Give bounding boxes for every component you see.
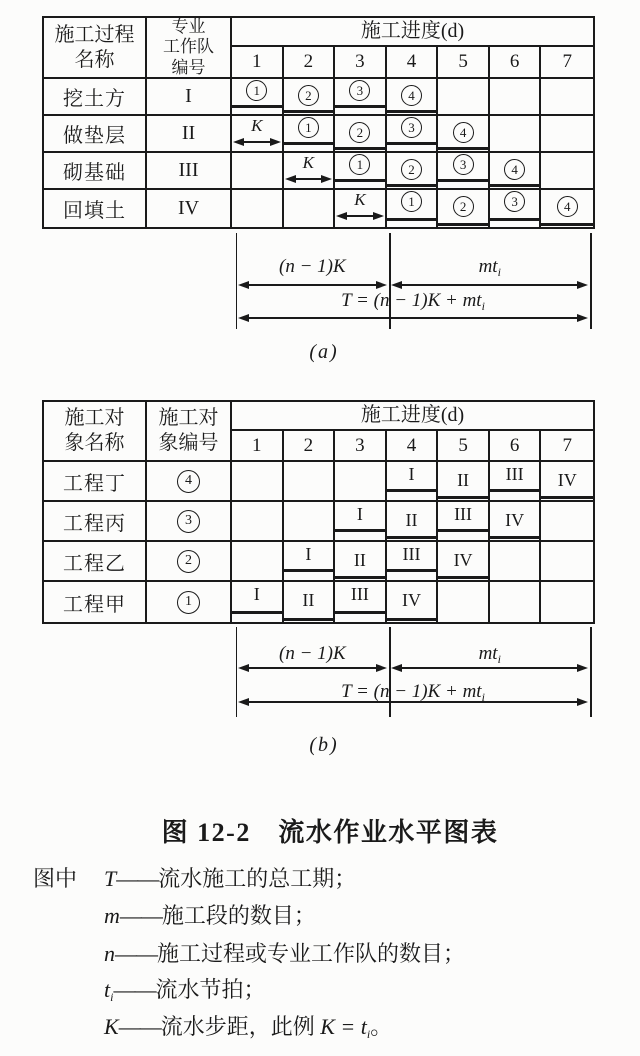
segment-label: III	[454, 504, 473, 524]
row-name-cell: 工程丙	[44, 502, 147, 542]
row-name-cell: 工程丁	[44, 462, 147, 502]
arrow-line	[296, 178, 322, 180]
day-cell	[541, 542, 593, 582]
day-cell	[541, 582, 593, 622]
header-line: 施工对	[158, 407, 219, 429]
circled-number: 3	[453, 154, 474, 175]
day-cell	[232, 79, 284, 116]
row-unit-cell	[147, 462, 232, 502]
row-name-cell: 工程乙	[44, 542, 147, 582]
day-cell	[541, 79, 593, 116]
segment-label	[335, 154, 385, 175]
segment-label: IV	[505, 510, 525, 530]
arrowhead-right	[577, 281, 588, 289]
segment-bar	[333, 529, 387, 532]
legend-description: 施工过程或专业工作队的数目；	[157, 941, 466, 966]
k-step-label: K	[251, 116, 263, 135]
segment-bar	[385, 569, 439, 572]
day-cell	[335, 190, 387, 227]
row-name-cell: 回填土	[44, 190, 147, 227]
circled-number: 2	[298, 85, 319, 106]
day-header-cell: 3	[335, 431, 387, 462]
segment-bar	[230, 611, 284, 614]
segment-label	[335, 122, 385, 143]
day-cell	[541, 116, 593, 153]
corner-header-text	[55, 23, 135, 73]
corner-header-text	[65, 406, 125, 456]
segment-label	[541, 196, 593, 217]
segment-bar	[385, 536, 439, 539]
header-line: 象编号	[158, 432, 219, 454]
dim-arrow-right-span	[391, 280, 588, 289]
segment-label	[232, 80, 282, 101]
day-cell	[490, 190, 542, 227]
segment-label: II	[353, 550, 366, 570]
header-line: 专业	[171, 17, 206, 37]
segment-label: I	[305, 544, 312, 564]
math-subscript: i	[497, 265, 501, 279]
day-cell	[490, 79, 542, 116]
arrow-line	[402, 284, 577, 286]
legend-description: 施工段的数目；	[161, 903, 316, 928]
circled-number: 3	[401, 117, 422, 138]
arrowhead-right	[577, 664, 588, 672]
segment-label: II	[405, 510, 418, 530]
header-line: 编号	[171, 57, 206, 77]
day-cell	[387, 502, 439, 542]
day-cell	[490, 153, 542, 190]
math-text: T = (n − 1)K + mt	[341, 681, 482, 702]
day-cell	[541, 462, 593, 502]
legend-dash: ——	[113, 977, 156, 1002]
circled-number: 4	[557, 196, 578, 217]
k-step-label: K	[354, 190, 366, 209]
math-text: T = (n − 1)K + mt	[341, 290, 482, 311]
segment-bar	[385, 110, 439, 113]
circled-number: 1	[246, 80, 267, 101]
day-cell	[438, 190, 490, 227]
day-cell	[232, 153, 284, 190]
segment-label: IV	[401, 590, 421, 610]
extension-line-right	[590, 627, 592, 717]
day-cell	[284, 153, 336, 190]
arrowhead-left	[336, 212, 347, 220]
segment-label	[387, 159, 437, 180]
arrowhead-left	[238, 664, 249, 672]
segment-bar	[282, 569, 336, 572]
row-name-cell: 工程甲	[44, 582, 147, 622]
segment-bar	[385, 618, 439, 621]
schedule-table	[42, 16, 595, 229]
math-subscript: i	[481, 299, 485, 313]
dim-label-left	[279, 257, 346, 278]
row-name-cell: 做垫层	[44, 116, 147, 153]
segment-label: I	[408, 464, 415, 484]
arrowhead-right	[270, 138, 281, 146]
k-step-arrow	[336, 211, 384, 220]
circled-number: 4	[453, 122, 474, 143]
day-header-cell: 1	[232, 47, 284, 79]
k-step-arrow	[285, 174, 333, 183]
day-cell	[387, 462, 439, 502]
day-header-cell: 7	[541, 431, 593, 462]
progress-header: 施工进度(d)	[232, 18, 593, 47]
day-header-cell: 6	[490, 47, 542, 79]
day-cell	[438, 153, 490, 190]
math-text: K = t	[320, 1014, 367, 1039]
schedule-table	[42, 400, 595, 624]
day-cell	[387, 153, 439, 190]
circled-number: 4	[504, 159, 525, 180]
legend-variable	[104, 866, 116, 891]
row-unit-cell	[147, 542, 232, 582]
dim-label-right	[479, 257, 501, 279]
row-unit-cell: IV	[147, 190, 232, 227]
segment-bar	[488, 184, 542, 187]
math-text: mt	[478, 256, 498, 277]
legend-formula	[320, 1014, 370, 1039]
legend-formula-end: 。	[370, 1014, 393, 1039]
day-cell	[438, 116, 490, 153]
day-cell	[335, 542, 387, 582]
segment-bar	[230, 105, 284, 108]
row-unit-cell: I	[147, 79, 232, 116]
segment-label	[284, 85, 334, 106]
header-line: 名称	[74, 48, 115, 71]
math-text: T	[104, 866, 117, 891]
day-header-cell: 5	[438, 431, 490, 462]
arrowhead-left	[391, 664, 402, 672]
arrowhead-left	[238, 698, 249, 706]
segment-bar	[333, 611, 387, 614]
day-cell	[232, 462, 284, 502]
math-text: t	[104, 977, 111, 1002]
day-cell	[541, 153, 593, 190]
segment-label	[387, 85, 437, 106]
extension-line-right	[590, 233, 592, 329]
math-text: n	[104, 941, 115, 966]
arrowhead-right	[577, 698, 588, 706]
legend-lead: 图中	[33, 866, 78, 891]
dim-label-left	[279, 644, 346, 665]
segment-bar	[436, 576, 490, 579]
arrowhead-left	[238, 314, 249, 322]
k-step-arrow	[233, 137, 281, 146]
k-step-label: K	[302, 153, 315, 172]
day-cell	[284, 462, 336, 502]
segment-label: III	[350, 584, 369, 604]
circled-number: 2	[453, 196, 474, 217]
day-cell	[541, 502, 593, 542]
row-unit-cell: III	[147, 153, 232, 190]
circled-number: 1	[298, 117, 319, 138]
header-line: 施工对	[64, 407, 125, 429]
legend-variable	[104, 941, 115, 966]
circled-number: 3	[349, 80, 370, 101]
circled-number: 1	[177, 591, 200, 614]
math-text: K	[104, 1014, 119, 1039]
legend-dash: ——	[116, 866, 159, 891]
segment-label: IV	[453, 550, 473, 570]
day-cell	[232, 116, 284, 153]
segment-bar	[282, 142, 336, 145]
arrowhead-left	[285, 175, 296, 183]
legend-variable	[104, 903, 120, 928]
figure-caption: 图 12-2 流水作业水平图表	[161, 818, 499, 847]
day-cell	[387, 582, 439, 622]
chart-caption: (a)	[309, 341, 339, 363]
day-cell	[387, 542, 439, 582]
corner-header	[44, 18, 147, 79]
legend-description: 流水节拍；	[155, 977, 266, 1002]
segment-bar	[488, 536, 542, 539]
circled-number: 4	[177, 470, 200, 493]
dim-arrow-left-span	[238, 280, 387, 289]
arrow-line	[249, 317, 578, 319]
day-cell	[490, 462, 542, 502]
segment-label: III	[402, 544, 421, 564]
header-line: 象名称	[64, 432, 125, 454]
day-cell	[335, 153, 387, 190]
row-unit-cell	[147, 502, 232, 542]
day-cell	[232, 502, 284, 542]
segment-bar	[436, 147, 490, 150]
legend-item-n	[104, 941, 465, 967]
arrowhead-right	[577, 314, 588, 322]
day-header-cell: 4	[387, 47, 439, 79]
day-cell	[438, 79, 490, 116]
legend-dash: ——	[118, 1014, 161, 1039]
day-cell	[438, 542, 490, 582]
arrowhead-right	[373, 212, 384, 220]
day-cell	[438, 582, 490, 622]
legend-description: 流水施工的总工期；	[158, 866, 357, 891]
unit-header-text	[159, 406, 219, 456]
circled-number: 3	[177, 510, 200, 533]
day-cell	[387, 79, 439, 116]
segment-bar	[282, 110, 336, 113]
row-name-cell: 砌基础	[44, 153, 147, 190]
segment-bar	[488, 218, 542, 221]
legend-dash: ——	[119, 903, 162, 928]
dim-arrow-total-span	[238, 313, 589, 322]
math-subscript: i	[481, 690, 485, 704]
math-subscript: i	[497, 652, 501, 666]
segment-label	[490, 159, 540, 180]
segment-label: II	[302, 590, 315, 610]
day-cell	[490, 116, 542, 153]
arrow-line	[347, 215, 373, 217]
day-cell	[335, 582, 387, 622]
segment-bar	[488, 489, 542, 492]
segment-bar	[436, 223, 490, 226]
segment-bar	[385, 184, 439, 187]
segment-label	[284, 117, 334, 138]
arrowhead-left	[233, 138, 244, 146]
segment-bar	[436, 529, 490, 532]
segment-label	[335, 80, 385, 101]
segment-bar	[436, 179, 490, 182]
segment-label: II	[457, 470, 470, 490]
arrowhead-left	[238, 281, 249, 289]
math-text: (n − 1)K	[279, 643, 346, 664]
dim-label-right	[479, 644, 501, 666]
segment-label	[438, 154, 488, 175]
segment-label	[438, 196, 488, 217]
segment-bar	[385, 142, 439, 145]
day-cell	[284, 542, 336, 582]
day-cell	[335, 116, 387, 153]
legend-description: 流水步距，此例	[160, 1014, 321, 1039]
circled-number: 2	[401, 159, 422, 180]
day-cell	[232, 542, 284, 582]
segment-label	[387, 117, 437, 138]
segment-bar	[385, 218, 439, 221]
segment-bar	[436, 496, 490, 499]
segment-bar	[333, 105, 387, 108]
row-unit-cell	[147, 582, 232, 622]
day-header-cell: 1	[232, 431, 284, 462]
legend-item-t	[104, 977, 265, 1004]
arrow-line	[249, 284, 376, 286]
arrowhead-right	[376, 664, 387, 672]
arrowhead-right	[321, 175, 332, 183]
day-cell	[490, 582, 542, 622]
circled-number: 3	[504, 191, 525, 212]
day-header-cell: 6	[490, 431, 542, 462]
day-cell	[284, 116, 336, 153]
corner-header	[44, 402, 147, 462]
circled-number: 1	[401, 191, 422, 212]
circled-number: 2	[349, 122, 370, 143]
day-cell	[335, 502, 387, 542]
segment-label: IV	[557, 470, 577, 490]
day-cell	[438, 462, 490, 502]
day-cell	[284, 79, 336, 116]
day-cell	[232, 582, 284, 622]
day-cell	[490, 502, 542, 542]
day-cell	[284, 190, 336, 227]
segment-bar	[333, 576, 387, 579]
day-header-cell: 5	[438, 47, 490, 79]
progress-header: 施工进度(d)	[232, 402, 593, 431]
circled-number: 2	[177, 550, 200, 573]
legend-item-T	[104, 866, 356, 892]
header-line: 工作队	[163, 37, 214, 57]
segment-bar	[282, 618, 336, 621]
legend-item-m	[104, 903, 316, 929]
day-cell	[335, 462, 387, 502]
segment-label	[387, 191, 437, 212]
segment-label	[438, 122, 488, 143]
day-cell	[387, 190, 439, 227]
legend-variable	[104, 1014, 119, 1039]
day-header-cell: 7	[541, 47, 593, 79]
dim-label-total	[341, 291, 485, 313]
math-text: m	[104, 903, 120, 928]
day-cell	[490, 542, 542, 582]
arrow-line	[249, 667, 376, 669]
math-text: mt	[478, 643, 498, 664]
dim-label-total	[341, 682, 485, 704]
arrow-line	[402, 667, 577, 669]
unit-header-text	[163, 17, 214, 77]
legend-dash: ——	[115, 941, 157, 966]
segment-label	[490, 191, 540, 212]
day-header-cell: 4	[387, 431, 439, 462]
segment-bar	[539, 223, 595, 226]
segment-label: I	[356, 504, 363, 524]
math-text: (n − 1)K	[279, 256, 346, 277]
circled-number: 4	[401, 85, 422, 106]
segment-bar	[333, 179, 387, 182]
day-cell	[387, 116, 439, 153]
circled-number: 1	[349, 154, 370, 175]
unit-header	[147, 402, 232, 462]
day-header-cell: 2	[284, 47, 336, 79]
row-unit-cell: II	[147, 116, 232, 153]
segment-bar	[385, 489, 439, 492]
chart-caption: (b)	[309, 734, 339, 756]
day-cell	[438, 502, 490, 542]
day-cell	[541, 190, 593, 227]
segment-label: III	[505, 464, 524, 484]
segment-bar	[539, 496, 595, 499]
arrowhead-right	[376, 281, 387, 289]
math-subscript: i	[366, 1027, 371, 1041]
day-cell	[284, 582, 336, 622]
day-header-cell: 3	[335, 47, 387, 79]
day-header-cell: 2	[284, 431, 336, 462]
unit-header	[147, 18, 232, 79]
arrow-line	[244, 141, 270, 143]
legend-item-K	[104, 1014, 392, 1041]
day-cell	[284, 502, 336, 542]
day-cell	[335, 79, 387, 116]
day-cell	[232, 190, 284, 227]
header-line: 施工过程	[54, 23, 135, 46]
segment-label: I	[253, 584, 260, 604]
row-name-cell: 挖土方	[44, 79, 147, 116]
math-subscript: i	[110, 990, 114, 1004]
arrowhead-left	[391, 281, 402, 289]
segment-bar	[333, 147, 387, 150]
